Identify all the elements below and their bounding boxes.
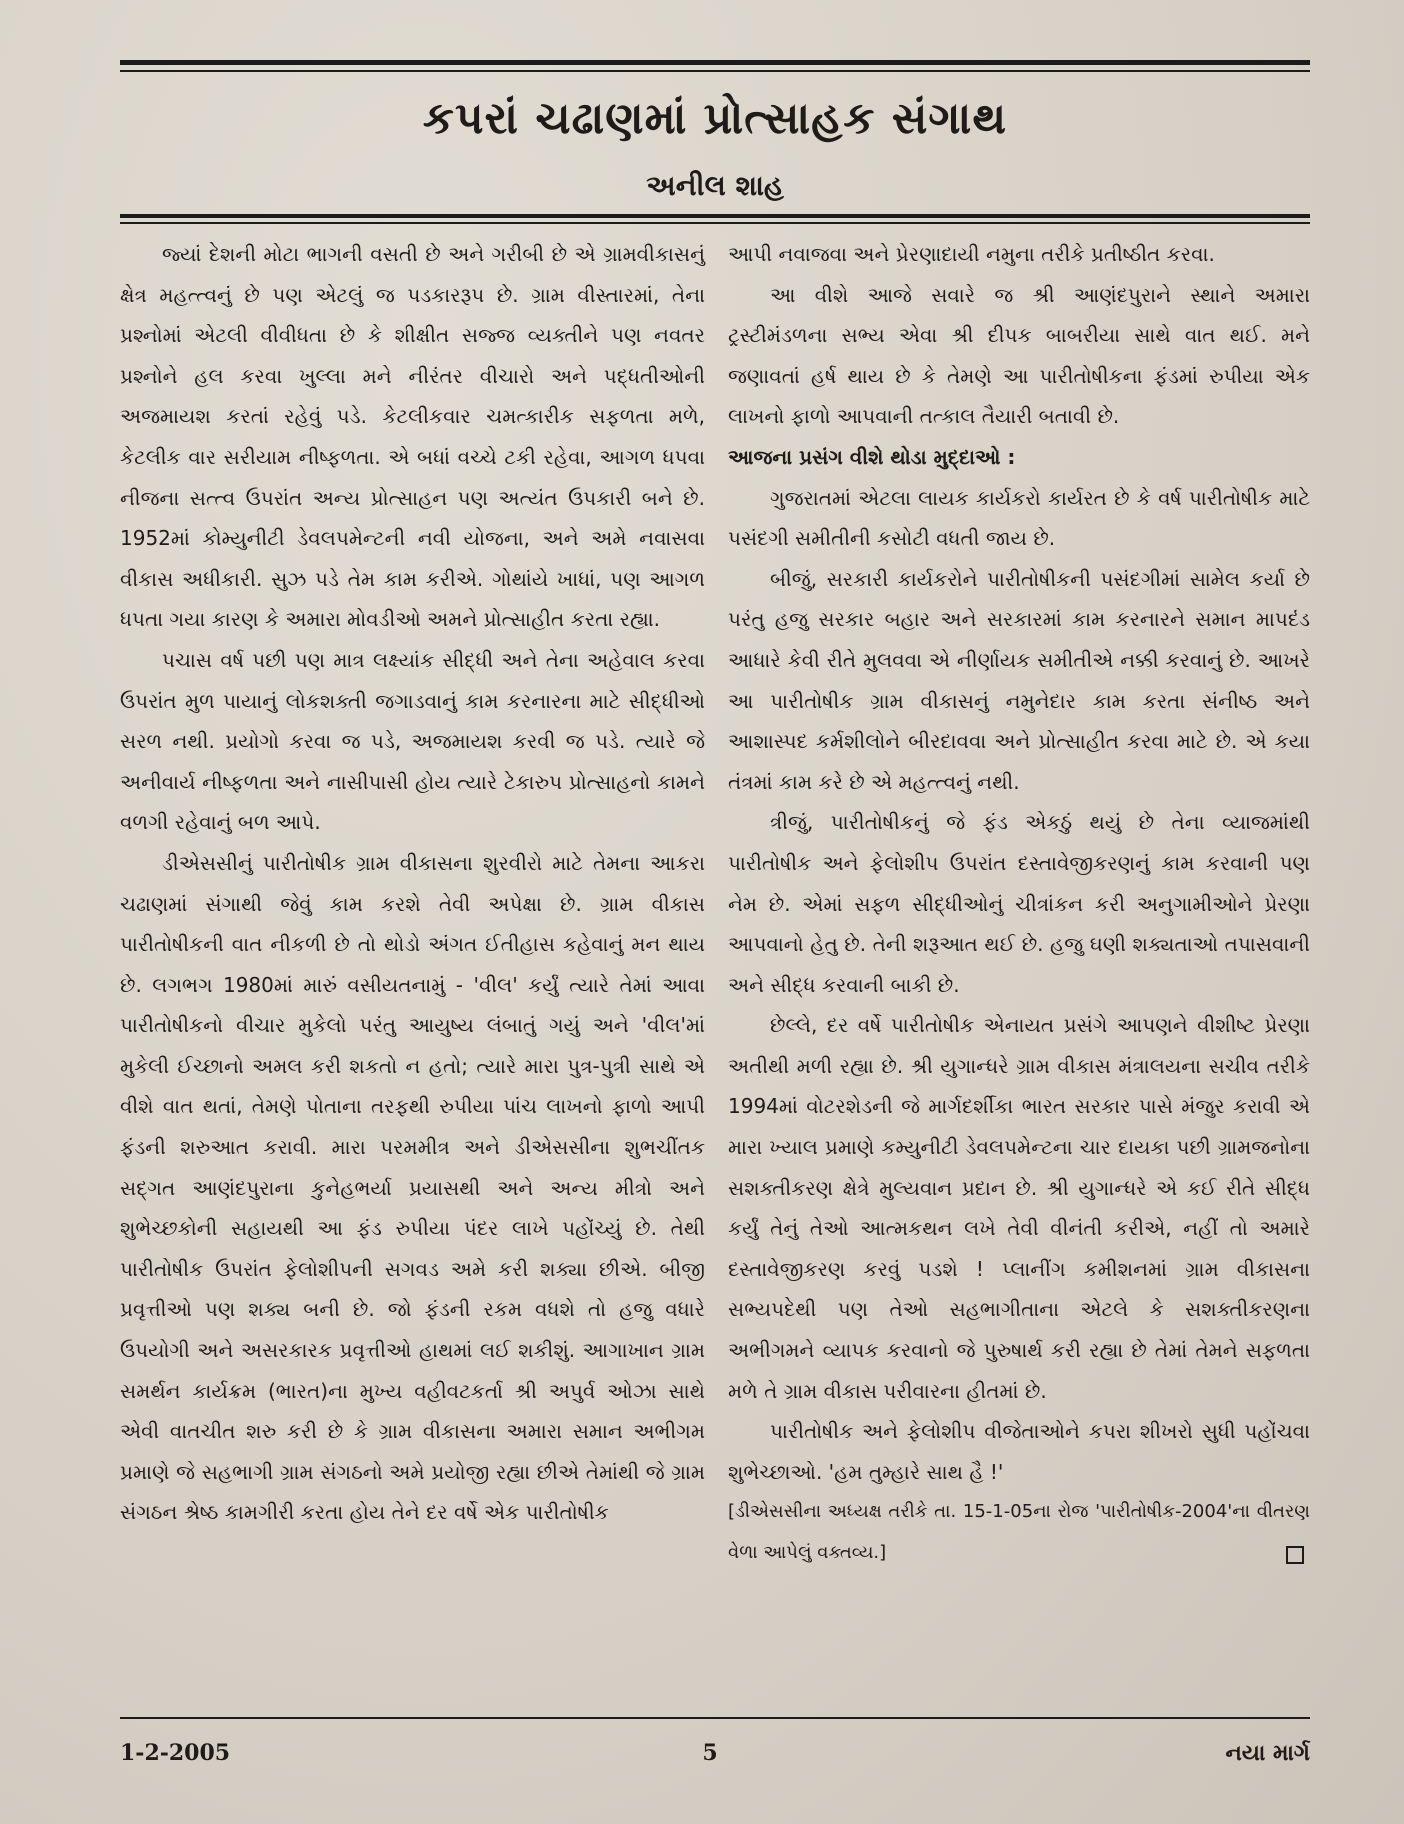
- end-mark-icon: [1286, 1546, 1304, 1564]
- footnote: [728, 1492, 1310, 1573]
- paragraph-fifty-years: પચાસ વર્ષ પછી પણ માત્ર લક્ષ્યાંક સીદ્ધી અને તેના અહેવાલ કરવા ઉપરાંત મુળ પાયાનું લોકશક્તી જગાડવાનું કામ કરનારના માટે સીદ્ધીઓ સરળ નથી. પ્રયોગો કરવા જ પડે, અજમાયશ કરવી જ પડે. ત્યારે જે અનીવાર્ય નીષ્ફળતા અને નાસીપાસી હોય ત્યારે ટેકારુપ પ્રોત્સાહનો કામને વળગી રહેવાનું બળ આપે.: [120, 647, 705, 835]
- footnote-text: [ડીએસસીના અધ્યક્ષ તરીકે તા. 15-1-05ના રોજ 'પારીતોષીક-2004'ના વીતરણ વેળા આપેલું વક્તવ્ય.]: [728, 1501, 1310, 1563]
- issue-date: 1-2-2005: [120, 1740, 231, 1766]
- paragraph-award-history: ડીએસસીનું પારીતોષીક ગ્રામ વીકાસના શુરવીરો માટે તેમના આકરા ચઢાણમાં સંગાથી જેવું કામ કરશે તેવી અપેક્ષા છે. ગ્રામ વીકાસ પારીતોષીકની વાત નીકળી છે તો થોડો અંગત ઈતીહાસ કહેવાનું મન થાય છે. લગભગ 1980માં મારું વસીયતનામું - 'વીલ' કર્યું ત્યારે તેમાં આવા પારીતોષીકનો વીચાર મુકેલો પરંતુ આયુષ્ય લંબાતું ગયું અને 'વીલ'માં મુકેલી ઈચ્છાનો અમલ કરી શકતો ન હતો; ત્યારે મારા પુત્ર-પુત્રી સાથે એ વીશે વાત થતાં, તેમણે પોતાના તરફથી રુપીયા પાંચ લાખનો ફાળો આપી ફંડની શરુઆત કરાવી. મારા પરમમીત્ર અને ડીએસસીના શુભચીંતક સદ્ગત આણંદપુરાના કુનેહભર્યા પ્રયાસથી અને અન્ય મીત્રો અને શુભેચ્છકોની સહાયથી આ ફંડ રુપીયા પંદર લાખે પહોંચ્યું છે. તેથી પારીતોષીક ઉપરાંત ફેલોશીપની સગવડ અમે કરી શક્યા છીએ. બીજી પ્રવૃત્તીઓ પણ શક્ય બની છે. જો ફંડની રકમ વધશે તો હજુ વધારે ઉપયોગી અને અસરકારક પ્રવૃત્તીઓ હાથમાં લઈ શકીશું. આગાખાન ગ્રામ સમર્થન કાર્યક્રમ (ભારત)ના મુખ્ય વહીવટકર્તા શ્રી અપુર્વ ઓઝા સાથે એવી વાતચીત શરુ કરી છે કે ગ્રામ વીકાસના અમારા સમાન અભીગમ પ્રમાણે જે સહભાગી ગ્રામ સંગઠનો અમે પ્રયોજી રહ્યા છીએ તેમાંથી જે ગ્રામ સંગઠન શ્રેષ્ઠ કામગીરી કરતા હોય તેને દર વર્ષે એક પારીતોષીક: [120, 850, 705, 1525]
- header-rule: [120, 214, 1310, 218]
- top-rule-thin: [120, 70, 1310, 72]
- top-rule: [120, 60, 1310, 65]
- header-rule-thin: [120, 222, 1310, 224]
- paragraph-wishes: પારીતોષીક અને ફેલોશીપ વીજેતાઓને કપરા શીખરો સુધી પહોંચવા શુભેચ્છાઓ. 'હમ તુમ્હારે સાથ હૈ !': [728, 1419, 1310, 1484]
- paragraph-point-second: બીજું, સરકારી કાર્યકરોને પારીતોષીકની પસંદગીમાં સામેલ કર્યા છે પરંતુ હજુ સરકાર બહાર અને સરકારમાં કામ કરનારને સમાન માપદંડ આધારે કેવી રીતે મુલવવા એ નીર્ણાયક સમીતીએ નક્કી કરવાનું છે. આખરે આ પારીતોષીક ગ્રામ વીકાસનું નમુનેદાર કામ કરતા સંનીષ્ઠ અને આશાસ્પદ કર્મશીલોને બીરદાવવા અને પ્રોત્સાહીત કરવા માટે છે. એ કયા તંત્રમાં કામ કરે છે એ મહત્ત્વનું નથી.: [728, 566, 1310, 794]
- publication-name: નયા માર્ગ: [1225, 1740, 1310, 1766]
- paragraph-point-third: ત્રીજું, પારીતોષીકનું જે ફંડ એકઠું થયું છે તેના વ્યાજમાંથી પારીતોષીક અને ફેલોશીપ ઉપરાંત દસ્તાવેજીકરણનું કામ કરવાની પણ નેમ છે. એમાં સફળ સીદ્ધીઓનું ચીત્રાંકન કરી અનુગામીઓને પ્રેરણા આપવાનો હેતુ છે. તેની શરૂઆત થઈ છે. હજુ ઘણી શક્યતાઓ તપાસવાની અને સીદ્ધ કરવાની બાકી છે.: [728, 810, 1310, 997]
- footer-rule: [120, 1717, 1310, 1719]
- article-title: કપરાં ચઢાણમાં પ્રોત્સાહક સંગાથ: [422, 93, 1008, 144]
- author-name: અનીલ શાહ: [646, 169, 784, 202]
- right-column: [728, 234, 1310, 1824]
- paragraph-point-last: છેલ્લે, દર વર્ષે પારીતોષીક એનાયત પ્રસંગે આપણને વીશીષ્ટ પ્રેરણા અતીથી મળી રહ્યા છે. શ્રી યુગાન્ધરે ગ્રામ વીકાસ મંત્રાલયના સચીવ તરીકે 1994માં વોટરશેડની જે માર્ગદર્શીકા ભારત સરકાર પાસે મંજુર કરાવી એ મારા ખ્યાલ પ્રમાણે કમ્યુનીટી ડેવલપમેન્ટના ચાર દાયકા પછી ગ્રામજનોના સશક્તીકરણ ક્ષેત્રે મુલ્યવાન પ્રદાન છે. શ્રી યુગાન્ધરે એ કઈ રીતે સીદ્ધ કર્યું તેનું તેઓ આત્મકથન લખે તેવી વીનંતી કરીએ, નહીં તો અમારે દસ્તાવેજીકરણ કરવું પડશે ! પ્લાનીંગ કમીશનમાં ગ્રામ વીકાસના સભ્યપદેથી પણ તેઓ સહભાગીતાના એટલે કે સશક્તીકરણના અભીગમને વ્યાપક કરવાનો જે પુરુષાર્થ કરી રહ્યા છે તેમાં તેમને સફળતા મળે તે ગ્રામ વીકાસ પરીવારના હીતમાં છે.: [728, 1013, 1310, 1403]
- paragraph-continuation: આપી નવાજવા અને પ્રેરણાદાયી નમુના તરીકે પ્રતીષ્ઠીત કરવા.: [728, 242, 1215, 266]
- page-number: 5: [702, 1740, 718, 1766]
- paragraph-donation: આ વીશે આજે સવારે જ શ્રી આણંદપુરાને સ્થાને અમારા ટ્રસ્ટીમંડળના સભ્ય એવા શ્રી દીપક બાબરીયા સાથે વાત થઈ. મને જણાવતાં હર્ષ થાય છે કે તેમણે આ પારીતોષીકના ફંડમાં રુપીયા એક લાખનો ફાળો આપવાની તત્કાલ તૈયારી બતાવી છે.: [728, 282, 1310, 429]
- left-column: [120, 234, 705, 1824]
- paragraph-intro: જ્યાં દેશની મોટા ભાગની વસતી છે અને ગરીબી છે એ ગ્રામવીકાસનું ક્ષેત્ર મહત્ત્વનું છે પણ એટલું જ પડકારરૂપ છે. ગ્રામ વીસ્તારમાં, તેના પ્રશ્નોમાં એટલી વીવીધતા છે કે શીક્ષીત સજ્જ વ્યક્તીને પણ નવતર પ્રશ્નોને હલ કરવા ખુલ્લા મને નીરંતર વીચારો અને પદ્ધતીઓની અજમાયશ કરતાં રહેવું પડે. કેટલીકવાર ચમત્કારીક સફળતા મળે, કેટલીક વાર સરીયામ નીષ્ફળતા. એ બધાં વચ્ચે ટકી રહેવા, આગળ ધપવા નીજના સત્ત્વ ઉપરાંત અન્ય પ્રોત્સાહન પણ અત્યંત ઉપકારી બને છે. 1952માં કોમ્યુનીટી ડેવલપમેન્ટની નવી યોજના, અને અમે નવાસવા વીકાસ અધીકારી. સુઝ પડે તેમ કામ કરીએ. ગોથાંયે ખાધાં, પણ આગળ ધપતા ગયા કારણ કે અમારા મોવડીઓ અમને પ્રોત્સાહીત કરતા રહ્યા.: [120, 242, 705, 632]
- subheading-points: આજના પ્રસંગ વીશે થોડા મુદ્દાઓ :: [728, 444, 1016, 469]
- paragraph-point-first: ગુજરાતમાં એટલા લાયક કાર્યકરો કાર્યરત છે કે વર્ષ પારીતોષીક માટે પસંદગી સમીતીની કસોટી વધતી જાય છે.: [728, 485, 1310, 551]
